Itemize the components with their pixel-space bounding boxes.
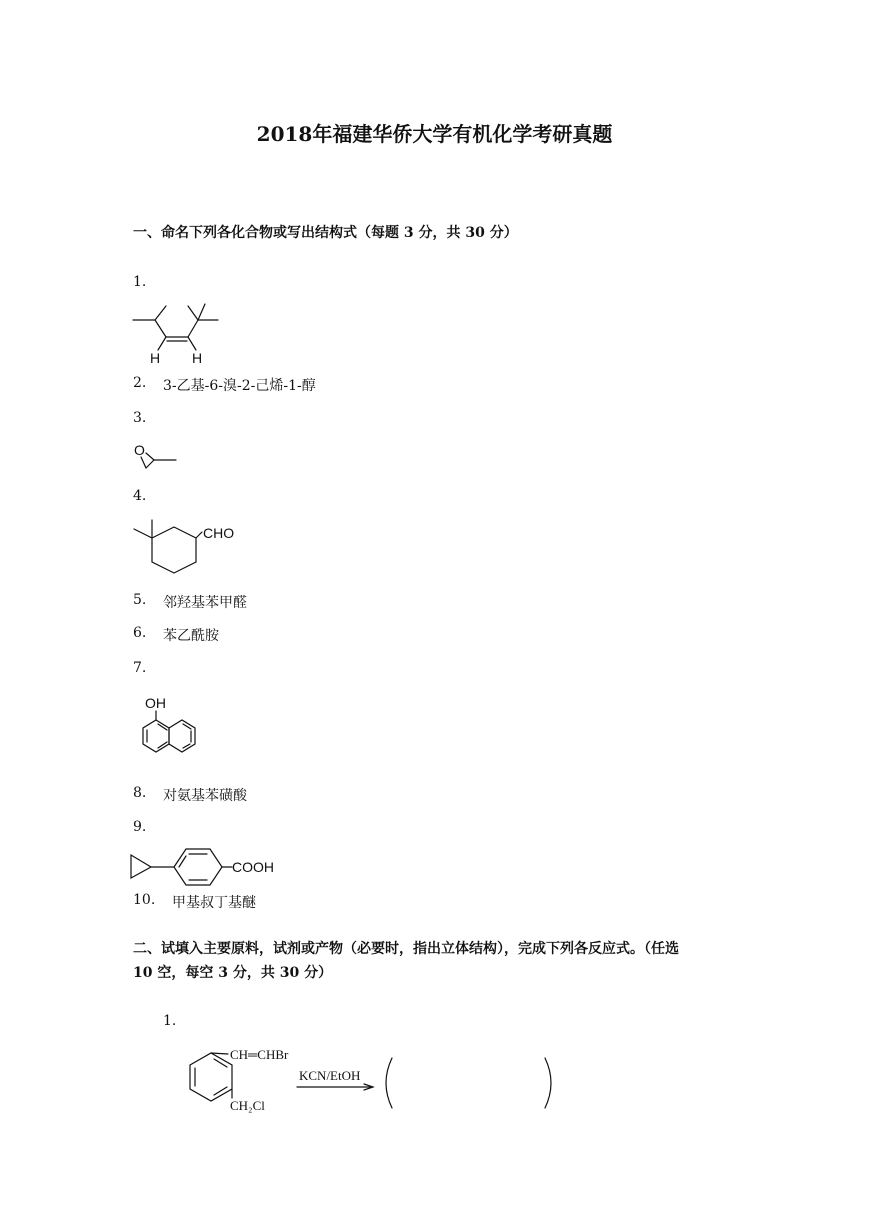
question-3-structure [130, 440, 190, 475]
question-2-text: 3-乙基-6-溴-2-己烯-1-醇 [163, 378, 316, 394]
section1-heading: 一、命名下列各化合物或写出结构式（每题 3 分，共 30 分） [133, 225, 518, 241]
q3-o-label: O [134, 442, 145, 458]
reaction-reagent: KCN/EtOH [299, 1068, 361, 1083]
question-4-structure [130, 518, 250, 578]
question-1-number: 1. [133, 274, 147, 290]
question-3-number: 3. [133, 410, 147, 426]
question-10-text: 甲基叔丁基醚 [172, 895, 256, 911]
question-4-number: 4. [133, 488, 147, 504]
question-6-text: 苯乙酰胺 [163, 628, 219, 644]
page-title: 2018年福建华侨大学有机化学考研真题 [256, 122, 613, 146]
substituent-vinyl-bromide: CH═CHBr [230, 1047, 289, 1062]
q1-h-label-left: H [150, 350, 161, 366]
question-2-number: 2. [133, 375, 147, 391]
section2-question-1-reaction [160, 1038, 560, 1118]
question-6-number: 6. [133, 625, 147, 641]
question-9-number: 9. [133, 819, 147, 835]
q1-h-label-right: H [192, 350, 203, 366]
q7-oh-label: OH [145, 695, 166, 711]
question-8-text: 对氨基苯磺酸 [163, 788, 247, 804]
q4-cho-label: CHO [203, 525, 235, 541]
substituent-chloromethyl: CH₂Cl [230, 1098, 265, 1113]
question-9-structure [128, 845, 288, 890]
question-10-number: 10. [133, 892, 156, 908]
question-5-text: 邻羟基苯甲醛 [163, 595, 247, 611]
question-1-structure [130, 300, 230, 370]
question-8-number: 8. [133, 785, 147, 801]
question-7-structure [128, 692, 218, 767]
question-5-number: 5. [133, 592, 147, 608]
section2-heading-line2: 10 空，每空 3 分，共 30 分） [133, 965, 333, 981]
section2-question-1-number: 1. [163, 1013, 177, 1029]
question-7-number: 7. [133, 660, 147, 676]
q9-cooh-label: COOH [232, 859, 274, 875]
section2-heading-line1: 二、试填入主要原料，试剂或产物（必要时，指出立体结构），完成下列各反应式。（任选 [133, 941, 679, 957]
